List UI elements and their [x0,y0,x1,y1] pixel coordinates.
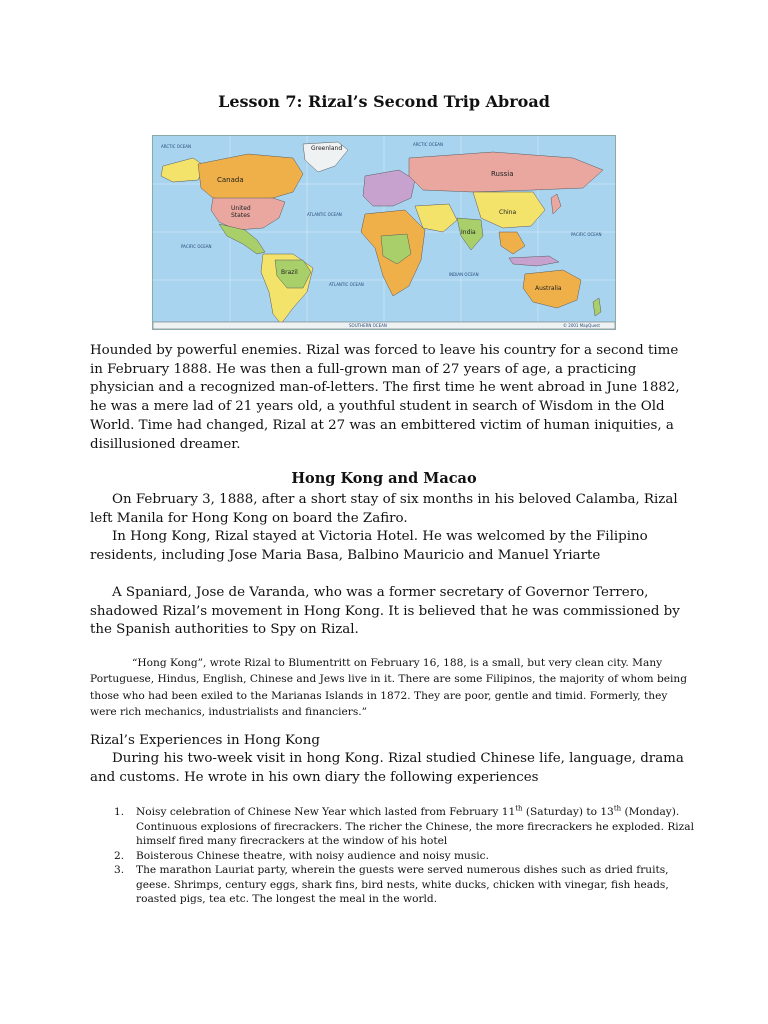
label-pacific-e: PACIFIC OCEAN [571,232,602,237]
label-atlantic-s: ATLANTIC OCEAN [329,282,364,287]
superscript: th [613,804,622,813]
label-pacific-w: PACIFIC OCEAN [181,244,212,249]
superscript: th [515,804,523,813]
list-text: The marathon Lauriat party, wherein the guests were served numerous dishes such as dried fruits, geese. Shrimps, century eggs, shark fins, bird nests, white ducks, chicken with vinegar, fish heads, roasted pigs, tea etc. The longest the meal in the world. [136,864,669,905]
paragraph-departure: On February 3, 1888, after a short stay of six months in his beloved Calamba, Rizal left Manila for Hong Kong on board the Zafiro. [90,492,678,526]
intro-paragraph: Hounded by powerful enemies. Rizal was forced to leave his country for a second time in February 1888. He was then a full-grown man of 27 years of age, a practicing physician and a recognized man-of-letters. The first time he went abroad in June 1882, he was a mere lad of 21 years old, a youthful student in search of Wisdom in the Old World. Time had changed, Rizal at 27 was an embittered victim of human iniquities, a disillusioned dreamer. [90,343,680,452]
experiences-subheading: Rizal’s Experiences in Hong Kong [90,733,320,748]
label-australia: Australia [535,285,562,292]
label-map-credit: © 2001 MapQuest [563,323,600,328]
label-greenland: Greenland [311,145,343,152]
label-atlantic-n: ATLANTIC OCEAN [307,212,342,217]
label-united: United [231,205,251,212]
list-text: (Saturday) to 13 [522,806,614,818]
label-india: India [461,229,476,236]
world-map [152,135,616,330]
experiences-list [90,805,695,907]
page-title: Lesson 7: Rizal’s Second Trip Abroad [218,92,550,111]
blumentritt-quote: “Hong Kong”, wrote Rizal to Blumentritt on February 16, 188, is a small, but very clean city. Many Portuguese, Hindus, English, Chinese and Jews live in it. There are some Filipinos, the majority of whom being those who had been exiled to the Marianas Islands in 1872. They are poor, gentle and timid. Formerly, they were rich mechanics, industrialists and financiers.” [90,657,688,718]
label-arctic-ocean-e: ARCTIC OCEAN [413,142,443,147]
list-number: 1. [114,806,125,818]
experiences-intro: During his two-week visit in hong Kong. Rizal studied Chinese life, language, drama and customs. He wrote in his own diary the following experiences [90,751,684,785]
list-item [90,849,695,864]
list-text: Noisy celebration of Chinese New Year which lasted from February 11 [136,806,516,818]
list-text: (Monday). Continuous explosions of firecrackers. The richer the Chinese, the more firecrackers he exploded. Rizal himself fired many firecrackers at the window of his hotel [136,806,694,847]
list-number: 3. [114,864,125,876]
label-canada: Canada [217,176,244,184]
list-text: Boisterous Chinese theatre, with noisy audience and noisy music. [136,849,489,862]
list-item [90,863,695,907]
label-southern-ocean: SOUTHERN OCEAN [349,323,387,328]
list-number: 2. [114,849,125,862]
label-brazil: Brazil [281,269,298,276]
list-item [90,805,695,849]
label-china: China [499,209,517,216]
label-arctic-ocean-w: ARCTIC OCEAN [161,144,191,149]
label-states: States [231,212,251,219]
paragraph-spy: A Spaniard, Jose de Varanda, who was a former secretary of Governor Terrero, shadowed Rizal’s movement in Hong Kong. It is believed that he was commissioned by the Spanish authorities to Spy on Rizal. [90,585,680,638]
section-heading: Hong Kong and Macao [291,470,477,487]
label-indian-ocean: INDIAN OCEAN [449,272,479,277]
world-map-graphic [153,136,615,329]
label-russia: Russia [491,170,514,178]
paragraph-victoria-hotel: In Hong Kong, Rizal stayed at Victoria Hotel. He was welcomed by the Filipino residents, including Jose Maria Basa, Balbino Mauricio and Manuel Yriarte [90,529,648,563]
land-canada [198,154,303,200]
